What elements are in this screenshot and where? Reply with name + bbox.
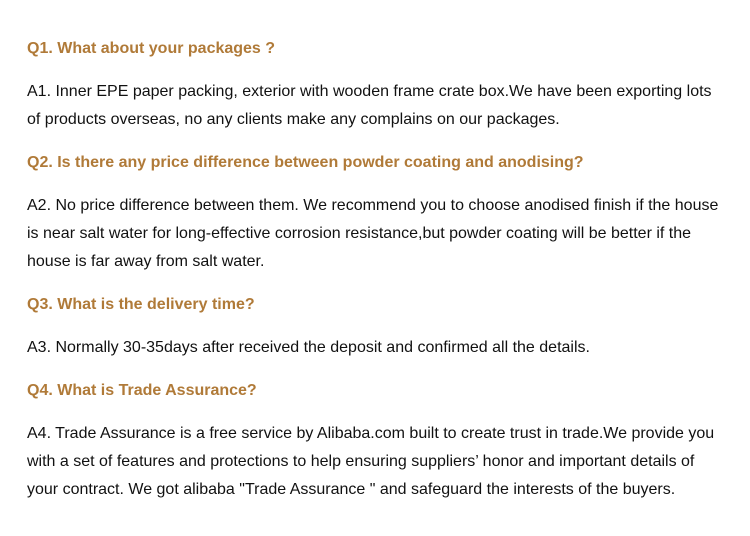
faq-answer-2-line-3: house is far away from salt water. bbox=[27, 253, 265, 270]
faq-question-1: Q1. What about your packages ? bbox=[27, 40, 276, 57]
faq-answer-3-line-1: A3. Normally 30-35days after received the deposit and confirmed all the details. bbox=[27, 339, 590, 356]
faq-answer-4-line-1: A4. Trade Assurance is a free service by Alibaba.com built to create trust in trade.We provide you bbox=[27, 425, 715, 442]
faq-answer-2-line-1: A2. No price difference between them. We recommend you to choose anodised finish if the house bbox=[27, 197, 719, 214]
faq-answer-4-line-3: your contract. We got alibaba "Trade Assurance " and safeguard the interests of the buyers. bbox=[27, 481, 676, 498]
faq-answer-2-line-2: is near salt water for long-effective corrosion resistance,but powder coating will be better if the bbox=[27, 225, 692, 242]
faq-question-4: Q4. What is Trade Assurance? bbox=[27, 382, 257, 399]
faq-answer-1-line-2: of products overseas, no any clients make any complains on our packages. bbox=[27, 111, 560, 128]
faq-answer-1 bbox=[27, 78, 712, 134]
faq-answer-2 bbox=[27, 192, 718, 276]
faq-answer-4 bbox=[27, 420, 714, 504]
faq-answer-3 bbox=[27, 334, 590, 362]
faq-answer-4-line-2: with a set of features and protections to help ensuring suppliers’ honor and important details of bbox=[27, 453, 695, 470]
faq-answer-1-line-1: A1. Inner EPE paper packing, exterior with wooden frame crate box.We have been exporting lots bbox=[27, 83, 712, 100]
faq-question-2: Q2. Is there any price difference between powder coating and anodising? bbox=[27, 154, 584, 171]
faq-question-3: Q3. What is the delivery time? bbox=[27, 296, 255, 313]
